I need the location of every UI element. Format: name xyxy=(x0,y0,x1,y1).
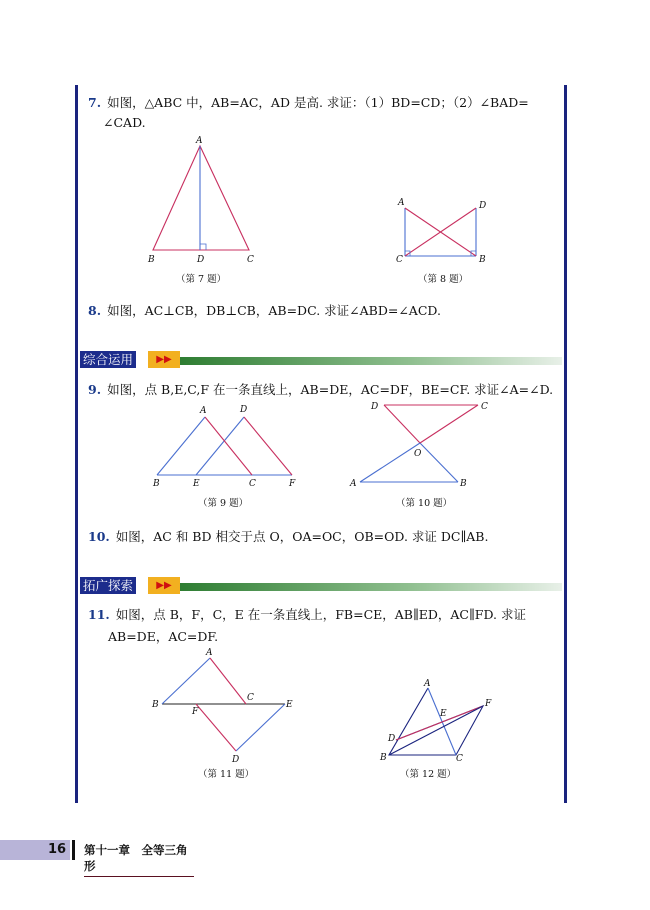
problem-text: 如图，点 B,E,C,F 在一条直线上，AB=DE，AC=DF，BE=CF. 求证∠A=∠D. xyxy=(107,382,554,397)
point-label: E xyxy=(286,700,293,710)
problem-text: 如图，AC⊥CB，DB⊥CB，AB=DC. 求证∠ABD=∠ACD. xyxy=(107,303,441,318)
point-label: F xyxy=(485,699,492,709)
problem-number: 8. xyxy=(88,303,102,318)
point-label: D xyxy=(479,201,487,211)
point-label: C xyxy=(481,402,488,412)
arrows-icon: ▶▶ xyxy=(148,351,180,368)
point-label: F xyxy=(192,707,199,717)
point-label: A xyxy=(350,479,357,489)
arrows-icon: ▶▶ xyxy=(148,577,180,594)
figure-8 xyxy=(396,198,486,285)
figure-caption: （第 7 题） xyxy=(176,274,227,285)
point-label: A xyxy=(398,198,405,208)
point-label: E xyxy=(193,479,200,489)
problem-text: 如图，△ABC 中，AB=AC，AD 是高. 求证：（1）BD=CD；（2）∠BAD= xyxy=(107,95,529,110)
chapter-title: 第十一章 全等三角形 xyxy=(84,842,194,877)
point-label: C xyxy=(247,255,254,265)
figure-12 xyxy=(379,679,492,780)
figure-9 xyxy=(152,405,296,509)
figure-caption: （第 8 题） xyxy=(418,274,469,285)
point-label: O xyxy=(414,449,422,459)
page-number: 16 xyxy=(48,842,67,857)
problem-number: 7. xyxy=(88,95,102,110)
point-label: A xyxy=(206,648,213,658)
point-label: C xyxy=(456,754,463,764)
figure-10 xyxy=(349,402,488,509)
point-label: A xyxy=(196,136,203,146)
point-label: A xyxy=(424,679,431,689)
point-label: C xyxy=(396,255,403,265)
problem-number: 10. xyxy=(88,529,110,544)
problem-11-line2: AB=DE，AC=DF. xyxy=(108,629,219,644)
point-label: B xyxy=(460,479,467,489)
point-label: D xyxy=(371,402,379,412)
point-label: D xyxy=(197,255,205,265)
problem-text: 如图，点 B，F，C，E 在一条直线上，FB=CE，AB∥ED，AC∥FD. 求证 xyxy=(115,607,526,622)
problem-7-line2: ∠CAD. xyxy=(103,115,146,130)
figure-11 xyxy=(151,648,293,780)
point-label: A xyxy=(200,406,207,416)
point-label: C xyxy=(249,479,256,489)
point-label: B xyxy=(380,753,387,763)
figure-caption: （第 9 题） xyxy=(198,498,249,509)
figure-caption: （第 11 题） xyxy=(198,769,255,780)
figure-caption: （第 12 题） xyxy=(400,769,457,780)
point-label: E xyxy=(440,709,447,719)
point-label: D xyxy=(232,755,240,765)
section-label: 拓广探索 xyxy=(80,577,136,594)
point-label: B xyxy=(479,255,486,265)
problem-number: 9. xyxy=(88,382,102,397)
point-label: D xyxy=(240,405,248,415)
problem-text: 如图，AC 和 BD 相交于点 O，OA=OC，OB=OD. 求证 DC∥AB. xyxy=(115,529,489,544)
problem-number: 11. xyxy=(88,607,110,622)
point-label: B xyxy=(152,700,159,710)
point-label: D xyxy=(388,734,396,744)
figure-7 xyxy=(147,136,254,285)
point-label: F xyxy=(289,479,296,489)
section-label: 综合运用 xyxy=(80,351,136,368)
figure-caption: （第 10 题） xyxy=(396,498,453,509)
footer-divider xyxy=(72,840,75,860)
point-label: B xyxy=(148,255,155,265)
point-label: B xyxy=(153,479,160,489)
point-label: C xyxy=(247,693,254,703)
